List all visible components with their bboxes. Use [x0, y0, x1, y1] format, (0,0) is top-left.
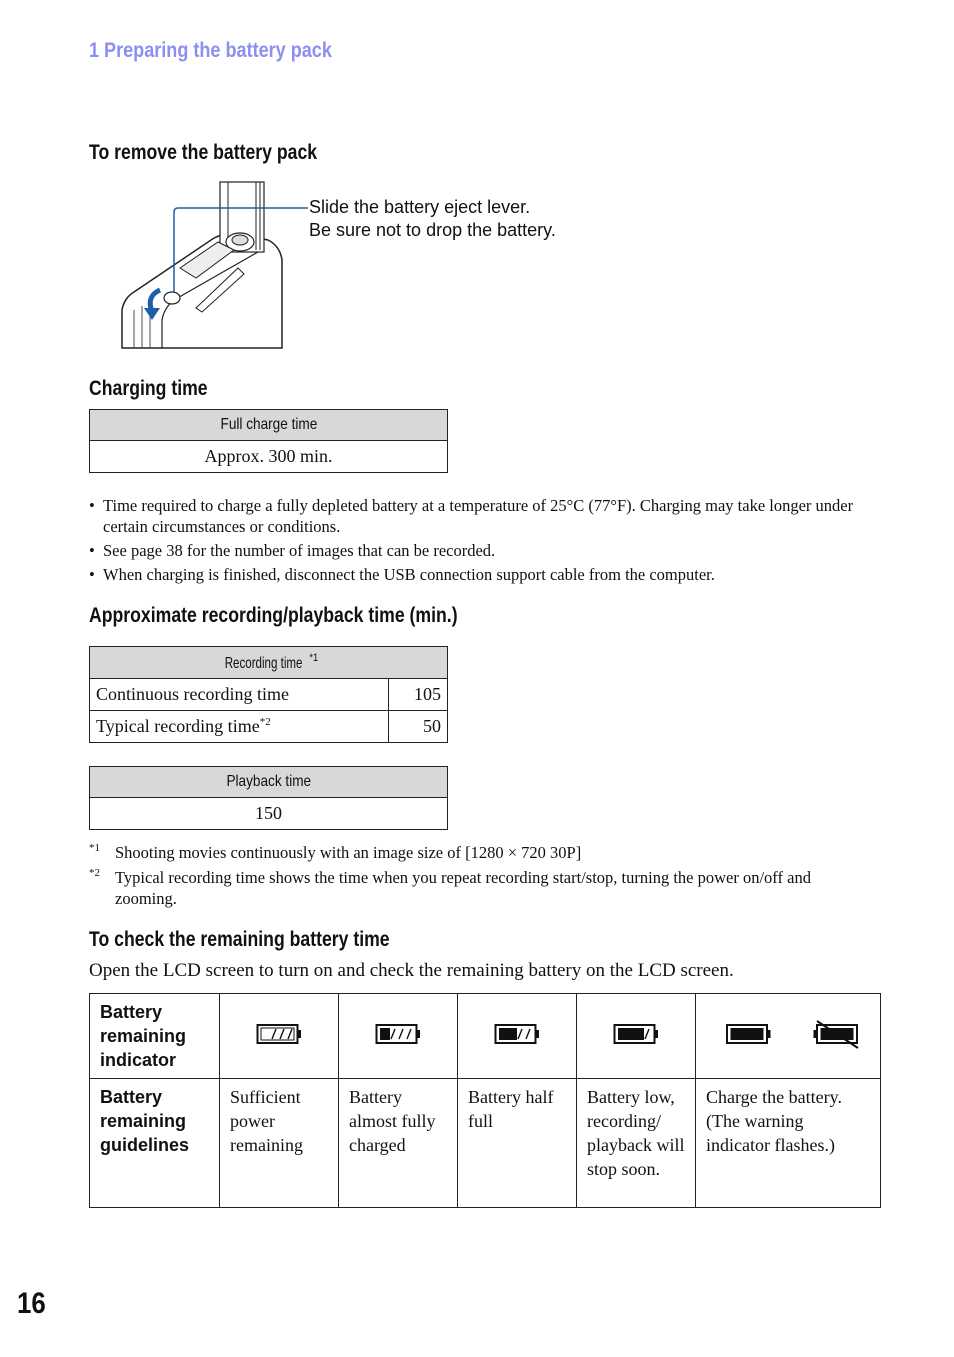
list-item: • When charging is finished, disconnect the USB connection support cable from the computer. — [89, 564, 859, 585]
playback-time-table — [89, 766, 448, 830]
table-header: Full charge time — [90, 410, 448, 441]
callout-line-1: Slide the battery eject lever. — [309, 197, 531, 217]
table-header: Playback time — [90, 767, 448, 798]
battery-almost-full-icon — [339, 994, 458, 1079]
indicator-row-label: Battery remaining indicator — [90, 994, 220, 1079]
remaining-battery-intro: Open the LCD screen to turn on and check the remaining battery on the LCD screen. — [89, 960, 734, 981]
table-cell: Charge the battery. (The warning indicator flashes.) — [696, 1079, 881, 1208]
recording-time-heading: Approximate recording/playback time (min.) — [89, 604, 458, 627]
battery-half-icon — [458, 994, 577, 1079]
table-cell: 50 — [389, 711, 448, 743]
footnotes — [89, 842, 864, 913]
battery-indicator-table — [89, 993, 881, 1208]
chapter-title: 1 Preparing the battery pack — [89, 39, 332, 62]
table-cell: Continuous recording time — [90, 679, 389, 711]
table-header: Recording time $^{*1}$ — [90, 647, 448, 679]
battery-removal-illustration — [118, 180, 308, 350]
callout-line-2: Be sure not to drop the battery. — [309, 220, 556, 240]
battery-empty-icon — [696, 994, 881, 1079]
table-cell: Typical recording time$^{*2}$ — [90, 711, 389, 743]
battery-low-icon — [577, 994, 696, 1079]
table-cell: Sufficient power remaining — [220, 1079, 339, 1208]
table-cell: 150 — [90, 798, 448, 830]
table-cell: 105 — [389, 679, 448, 711]
table-cell: Approx. 300 min. — [90, 441, 448, 473]
recording-time-table — [89, 646, 448, 743]
table-cell: Battery low, recording/ playback will stop soon. — [577, 1079, 696, 1208]
charging-notes-list — [89, 495, 859, 588]
list-item: • Time required to charge a fully depleted battery at a temperature of 25°C (77°F). Charging may take longer under certain circumstances or conditions. — [89, 495, 859, 537]
charging-time-heading: Charging time — [89, 377, 208, 400]
guidelines-row-label: Battery remaining guidelines — [90, 1079, 220, 1208]
table-cell: Battery almost fully charged — [339, 1079, 458, 1208]
footnote: *2 Typical recording time shows the time when you repeat recording start/stop, turning the power on/off and zooming. — [89, 867, 811, 908]
table-cell: Battery half full — [458, 1079, 577, 1208]
remaining-battery-heading: To check the remaining battery time — [89, 928, 390, 951]
page-number: 16 — [17, 1287, 46, 1320]
list-item: • See page 38 for the number of images that can be recorded. — [89, 540, 859, 561]
battery-full-icon — [220, 994, 339, 1079]
footnote: *1 Shooting movies continuously with an image size of [1280 × 720 30P] — [89, 842, 582, 862]
remove-battery-heading: To remove the battery pack — [89, 141, 318, 164]
charging-time-table — [89, 409, 448, 473]
